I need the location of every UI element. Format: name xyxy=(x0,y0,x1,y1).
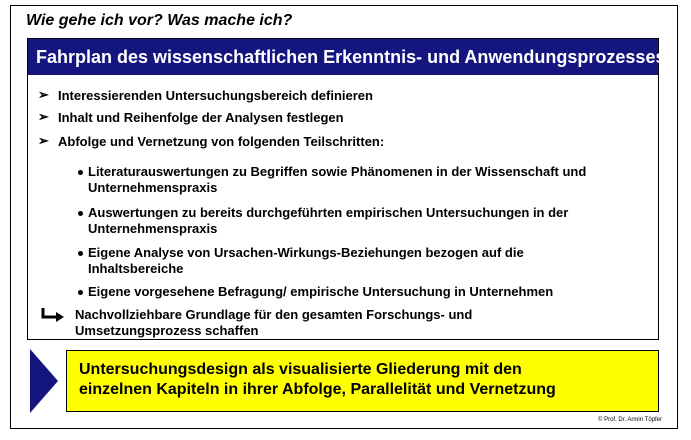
arrowhead-bullet-icon: ➢ xyxy=(38,87,49,102)
substep-line: Inhaltsbereiche xyxy=(88,261,184,276)
step-item: Abfolge und Vernetzung von folgenden Teilschritten: xyxy=(58,134,385,149)
substep-item xyxy=(88,284,553,300)
step-item: Inhalt und Reihenfolge der Analysen festlegen xyxy=(58,110,344,125)
substep-item xyxy=(88,245,524,277)
arrowhead-bullet-icon: ➢ xyxy=(38,133,49,148)
slide-headline: Wie gehe ich vor? Was mache ich? xyxy=(26,12,293,29)
bullet-dot-icon xyxy=(78,211,83,216)
title-banner xyxy=(28,39,666,75)
return-arrow-icon xyxy=(40,307,66,323)
right-triangle-icon xyxy=(30,349,58,413)
conclusion-line: Untersuchungsdesign als visualisierte Gliederung mit den xyxy=(79,361,522,378)
substep-item xyxy=(88,164,586,196)
banner-title: Fahrplan des wissenschaftlichen Erkenntnis- und Anwendungsprozesses xyxy=(36,47,666,67)
result-line: Nachvollziehbare Grundlage für den gesamten Forschungs- und xyxy=(75,307,473,322)
conclusion-box xyxy=(66,350,659,412)
substep-line: Auswertungen zu bereits durchgeführten empirischen Untersuchungen in der xyxy=(88,205,569,220)
conclusion-line: einzelnen Kapiteln in ihrer Abfolge, Parallelität und Vernetzung xyxy=(79,381,556,398)
substep-item xyxy=(88,205,568,237)
copyright-note: © Prof. Dr. Armin Töpfer xyxy=(598,417,662,423)
step-item: Interessierenden Untersuchungsbereich definieren xyxy=(58,88,373,103)
substep-line: Eigene vorgesehene Befragung/ empirische Untersuchung in Unternehmen xyxy=(88,284,554,299)
substep-line: Unternehmenspraxis xyxy=(88,180,218,195)
result-item xyxy=(75,307,472,339)
result-line: Umsetzungsprozess schaffen xyxy=(75,323,259,338)
arrowhead-bullet-icon: ➢ xyxy=(38,109,49,124)
bullet-dot-icon xyxy=(78,290,83,295)
substep-line: Unternehmenspraxis xyxy=(88,221,218,236)
conclusion-text xyxy=(79,360,556,400)
substep-line: Eigene Analyse von Ursachen-Wirkungs-Beziehungen bezogen auf die xyxy=(88,245,524,260)
bullet-dot-icon xyxy=(78,170,83,175)
substep-line: Literaturauswertungen zu Begriffen sowie Phänomenen in der Wissenschaft und xyxy=(88,164,587,179)
content-box xyxy=(27,38,666,340)
bullet-dot-icon xyxy=(78,251,83,256)
